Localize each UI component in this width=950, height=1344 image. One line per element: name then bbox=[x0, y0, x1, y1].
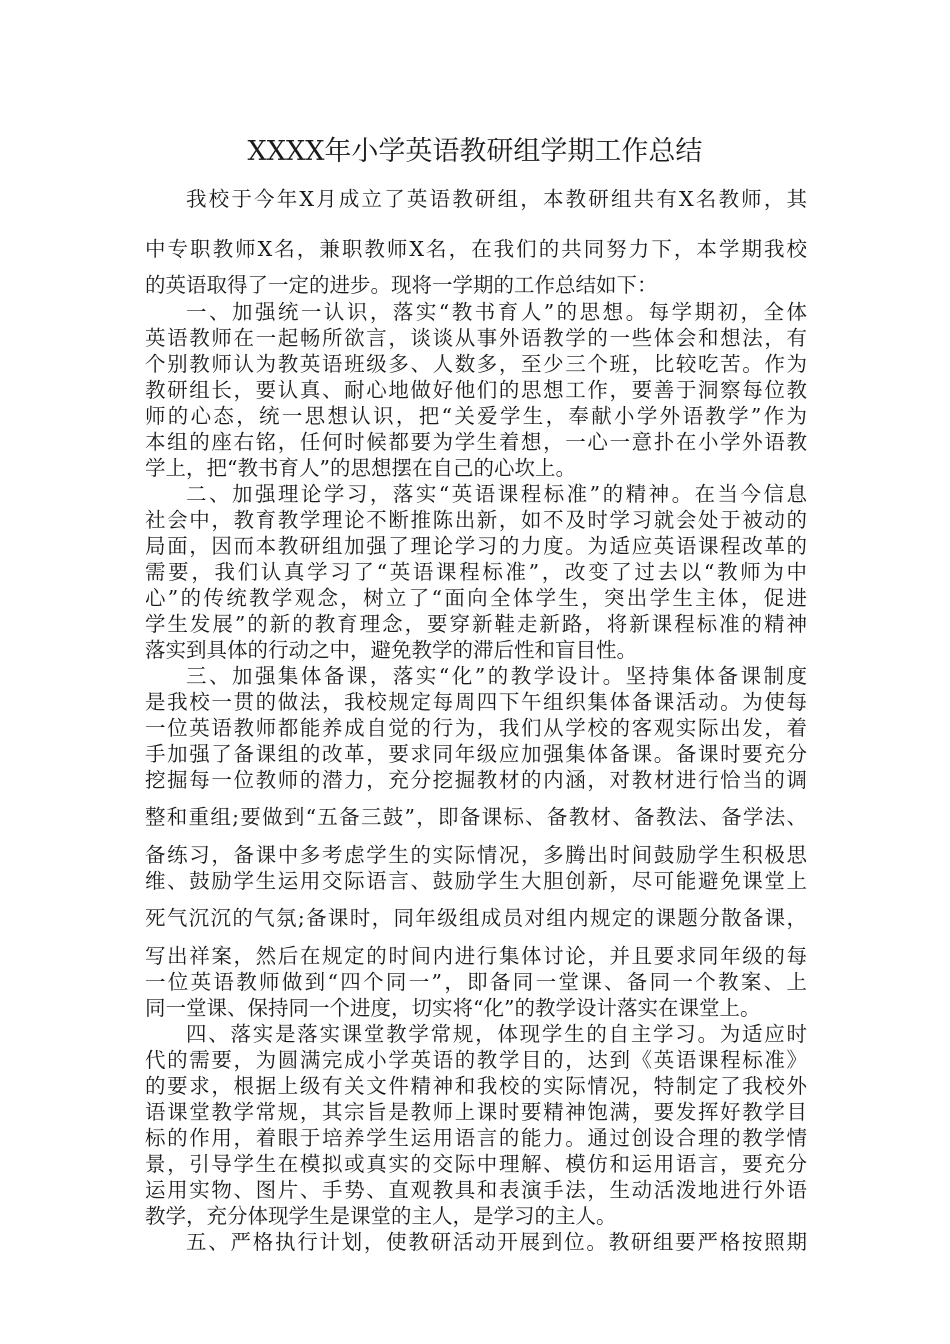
paragraph-line: 心”的传统教学观念，树立了“面向全体学生，突出学生主体，促进 bbox=[145, 586, 807, 610]
paragraph-line: 运用实物、图片、手势、直观教具和表演手法，生动活泼地进行外语 bbox=[145, 1178, 807, 1202]
paragraph-line: 教学，充分体现学生是课堂的主人，是学习的主人。 bbox=[145, 1204, 617, 1228]
paragraph-line: 挖掘每一位教师的潜力，充分挖掘教材的内涵，对教材进行恰当的调 bbox=[145, 768, 807, 792]
paragraph-line: 我校于今年X月成立了英语教研组，本教研组共有X名教师，其 bbox=[186, 187, 807, 211]
paragraph-line: 备练习，备课中多考虑学生的实际情况，多腾出时间鼓励学生积极思 bbox=[145, 843, 807, 867]
paragraph-line: 英语教师在一起畅所欲言，谈谈从事外语教学的一些体会和想法，有 bbox=[145, 326, 807, 350]
document-title: XXXX年小学英语教研组学期工作总结 bbox=[247, 136, 703, 167]
paragraph-line: 语课堂教学常规，其宗旨是教师上课时要精神饱满，要发挥好教学目 bbox=[145, 1100, 807, 1124]
paragraph-line: 景，引导学生在模拟或真实的交际中理解、模仿和运用语言，要充分 bbox=[145, 1152, 807, 1176]
paragraph-line: 是我校一贯的做法，我校规定每周四下午组织集体备课活动。为使每 bbox=[145, 690, 807, 714]
paragraph-line: 同一堂课、保持同一个进度，切实将“化”的教学设计落实在课堂上。 bbox=[145, 996, 761, 1020]
paragraph-line: 的要求，根据上级有关文件精神和我校的实际情况，特制定了我校外 bbox=[145, 1074, 807, 1098]
paragraph-line: 教研组长，要认真、耐心地做好他们的思想工作，要善于洞察每位教 bbox=[145, 378, 807, 402]
paragraph-line: 的英语取得了一定的进步。现将一学期的工作总结如下： bbox=[145, 273, 658, 297]
paragraph-line: 维、鼓励学生运用交际语言、鼓励学生大胆创新，尽可能避免课堂上 bbox=[145, 869, 807, 893]
paragraph-line: 一位英语教师做到“四个同一”，即备同一堂课、备同一个教案、上 bbox=[145, 970, 807, 994]
paragraph-line: 标的作用，着眼于培养学生运用语言的能力。通过创设合理的教学情 bbox=[145, 1126, 807, 1150]
paragraph-line: 五、严格执行计划，使教研活动开展到位。教研组要严格按照期 bbox=[186, 1230, 807, 1254]
paragraph-line: 整和重组;要做到“五备三鼓”，即备课标、备教材、备教法、备学法、 bbox=[145, 805, 807, 829]
paragraph-line: 一位英语教师都能养成自觉的行为，我们从学校的客观实际出发，着 bbox=[145, 716, 807, 740]
paragraph-line: 学上，把“教书育人”的思想摆在自己的心坎上。 bbox=[145, 456, 576, 480]
paragraph-line: 师的心态，统一思想认识，把“关爱学生，奉献小学外语教学”作为 bbox=[145, 404, 807, 428]
paragraph-line: 二、加强理论学习，落实“英语课程标准”的精神。在当今信息 bbox=[186, 482, 807, 506]
paragraph-line: 中专职教师X名，兼职教师X名，在我们的共同努力下，本学期我校 bbox=[145, 237, 807, 261]
paragraph-line: 写出祥案，然后在规定的时间内进行集体讨论，并且要求同年级的每 bbox=[145, 944, 807, 968]
paragraph-line: 局面，因而本教研组加强了理论学习的力度。为适应英语课程改革的 bbox=[145, 534, 807, 558]
paragraph-line: 手加强了备课组的改革，要求同年级应加强集体备课。备课时要充分 bbox=[145, 742, 807, 766]
paragraph-line: 四、落实是落实课堂教学常规，体现学生的自主学习。为适应时 bbox=[186, 1022, 807, 1046]
paragraph-line: 本组的座右铭，任何时候都要为学生着想，一心一意扑在小学外语教 bbox=[145, 430, 807, 454]
paragraph-line: 一、加强统一认识，落实“教书育人”的思想。每学期初，全体 bbox=[186, 300, 807, 324]
paragraph-line: 死气沉沉的气氛;备课时，同年级组成员对组内规定的课题分散备课， bbox=[145, 906, 807, 930]
paragraph-line: 个别教师认为教英语班级多、人数多，至少三个班，比较吃苦。作为 bbox=[145, 352, 807, 376]
paragraph-line: 落实到具体的行动之中，避免教学的滞后性和盲目性。 bbox=[145, 638, 637, 662]
paragraph-line: 代的需要，为圆满完成小学英语的教学目的，达到《英语课程标准》 bbox=[145, 1048, 807, 1072]
paragraph-line: 需要，我们认真学习了“英语课程标准”，改变了过去以“教师为中 bbox=[145, 560, 807, 584]
paragraph-line: 学生发展”的新的教育理念，要穿新鞋走新路，将新课程标准的精神 bbox=[145, 612, 807, 636]
paragraph-line: 三、加强集体备课，落实“化”的教学设计。坚持集体备课制度 bbox=[186, 664, 807, 688]
paragraph-line: 社会中，教育教学理论不断推陈出新，如不及时学习就会处于被动的 bbox=[145, 508, 807, 532]
